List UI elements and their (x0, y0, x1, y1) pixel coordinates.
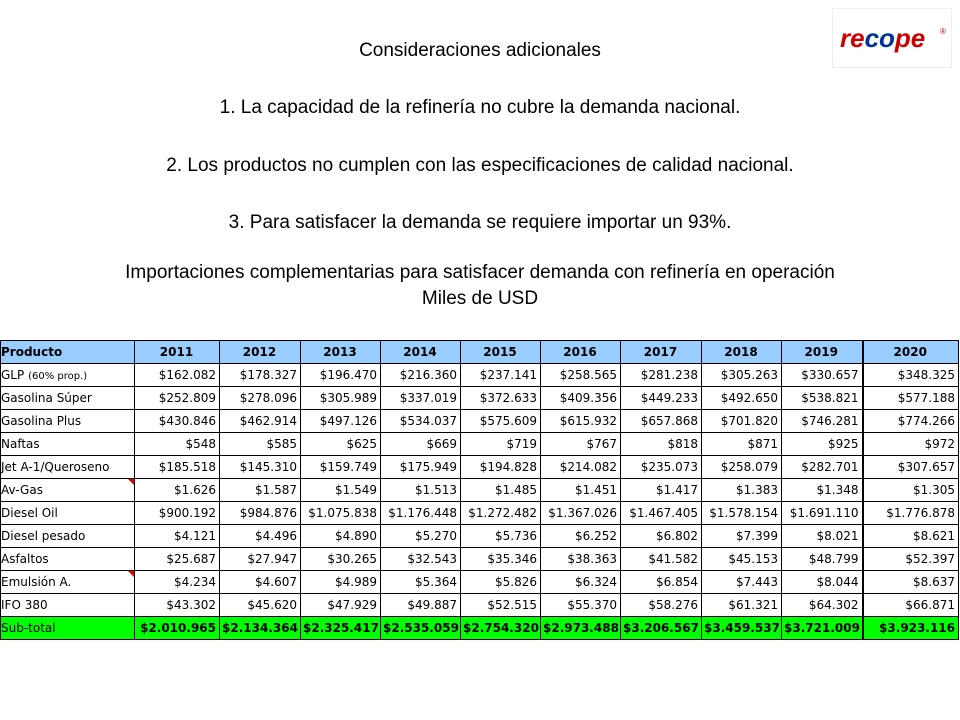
value-cell: $534.037 (381, 410, 461, 433)
value-cell: $6.802 (621, 525, 702, 548)
header-producto: Producto (1, 341, 135, 364)
value-cell: $625 (301, 433, 381, 456)
value-cell: $8.637 (863, 571, 959, 594)
value-cell: $615.932 (541, 410, 621, 433)
value-cell: $746.281 (782, 410, 863, 433)
value-cell: $194.828 (461, 456, 541, 479)
value-cell: $5.364 (381, 571, 461, 594)
value-cell: $5.736 (461, 525, 541, 548)
value-cell: $305.263 (702, 364, 782, 387)
subtitle-line-1: Importaciones complementarias para satisfacer demanda con refinería en operación (125, 262, 835, 283)
product-cell (1, 502, 135, 525)
value-cell: $41.582 (621, 548, 702, 571)
product-name: Av-Gas (1, 483, 43, 497)
value-cell: $216.360 (381, 364, 461, 387)
value-cell: $25.687 (135, 548, 220, 571)
product-name: Diesel pesado (1, 529, 86, 543)
logo-registered: ® (940, 27, 946, 36)
product-cell (1, 433, 135, 456)
value-cell: $337.019 (381, 387, 461, 410)
value-cell: $1.776.878 (863, 502, 959, 525)
value-cell: $719 (461, 433, 541, 456)
value-cell: $1.272.482 (461, 502, 541, 525)
product-name: Gasolina Plus (1, 414, 82, 428)
value-cell: $145.310 (220, 456, 301, 479)
value-cell: $657.868 (621, 410, 702, 433)
value-cell: $35.346 (461, 548, 541, 571)
value-cell: $1.451 (541, 479, 621, 502)
value-cell: $972 (863, 433, 959, 456)
product-cell (1, 594, 135, 617)
value-cell: $1.485 (461, 479, 541, 502)
product-cell (1, 364, 135, 387)
table-row (1, 525, 959, 548)
value-cell: $1.348 (782, 479, 863, 502)
subtotal-value: $2.325.417 (301, 617, 381, 640)
product-name: Emulsión A. (1, 575, 72, 589)
value-cell: $575.609 (461, 410, 541, 433)
value-cell: $52.515 (461, 594, 541, 617)
table-row (1, 548, 959, 571)
value-cell: $925 (782, 433, 863, 456)
value-cell: $66.871 (863, 594, 959, 617)
value-cell: $330.657 (782, 364, 863, 387)
value-cell: $8.044 (782, 571, 863, 594)
value-cell: $47.929 (301, 594, 381, 617)
value-cell: $4.234 (135, 571, 220, 594)
product-cell (1, 525, 135, 548)
header-year-2012: 2012 (220, 341, 301, 364)
product-cell (1, 548, 135, 571)
table-row (1, 502, 959, 525)
subtotal-value: $2.973.488 (541, 617, 621, 640)
value-cell: $871 (702, 433, 782, 456)
subtotal-value: $3.721.009 (782, 617, 863, 640)
value-cell: $585 (220, 433, 301, 456)
subtitle-units: Miles de USD (421, 288, 539, 309)
subtotal-row (1, 617, 959, 640)
subtotal-value: $2.010.965 (135, 617, 220, 640)
value-cell: $305.989 (301, 387, 381, 410)
table-body (1, 364, 959, 640)
value-cell: $5.826 (461, 571, 541, 594)
value-cell: $281.238 (621, 364, 702, 387)
value-cell: $4.989 (301, 571, 381, 594)
header-year-2015: 2015 (461, 341, 541, 364)
value-cell: $55.370 (541, 594, 621, 617)
value-cell: $409.356 (541, 387, 621, 410)
value-cell: $43.302 (135, 594, 220, 617)
value-cell: $237.141 (461, 364, 541, 387)
value-cell: $258.565 (541, 364, 621, 387)
value-cell: $49.887 (381, 594, 461, 617)
product-note: (60% prop.) (28, 371, 88, 382)
value-cell: $1.176.448 (381, 502, 461, 525)
product-cell (1, 571, 135, 594)
value-cell: $538.821 (782, 387, 863, 410)
subtotal-value: $3.923.116 (863, 617, 959, 640)
point-2: 2. Los productos no cumplen con las especificaciones de calidad nacional. (166, 155, 794, 176)
value-cell: $449.233 (621, 387, 702, 410)
value-cell: $900.192 (135, 502, 220, 525)
subtotal-value: $2.754.320 (461, 617, 541, 640)
value-cell: $58.276 (621, 594, 702, 617)
value-cell: $1.626 (135, 479, 220, 502)
subtotal-label: Sub-total (1, 617, 135, 640)
subtotal-value: $3.459.537 (702, 617, 782, 640)
value-cell: $278.096 (220, 387, 301, 410)
value-cell: $45.153 (702, 548, 782, 571)
imports-table (0, 340, 959, 640)
value-cell: $5.270 (381, 525, 461, 548)
product-name: IFO 380 (1, 598, 48, 612)
value-cell: $7.443 (702, 571, 782, 594)
table-row (1, 364, 959, 387)
value-cell: $1.578.154 (702, 502, 782, 525)
table-row (1, 456, 959, 479)
value-cell: $4.890 (301, 525, 381, 548)
value-cell: $492.650 (702, 387, 782, 410)
value-cell: $214.082 (541, 456, 621, 479)
header-year-2014: 2014 (381, 341, 461, 364)
value-cell: $6.324 (541, 571, 621, 594)
value-cell: $767 (541, 433, 621, 456)
value-cell: $282.701 (782, 456, 863, 479)
value-cell: $1.513 (381, 479, 461, 502)
value-cell: $1.691.110 (782, 502, 863, 525)
value-cell: $577.188 (863, 387, 959, 410)
subtotal-value: $3.206.567 (621, 617, 702, 640)
product-name: Diesel Oil (1, 506, 58, 520)
value-cell: $8.021 (782, 525, 863, 548)
product-name: Jet A-1/Queroseno (1, 460, 110, 474)
value-cell: $1.417 (621, 479, 702, 502)
point-1: 1. La capacidad de la refinería no cubre la demanda nacional. (219, 97, 741, 118)
header-year-2017: 2017 (621, 341, 702, 364)
value-cell: $8.621 (863, 525, 959, 548)
header-year-2011: 2011 (135, 341, 220, 364)
product-name: Asfaltos (1, 552, 49, 566)
value-cell: $462.914 (220, 410, 301, 433)
product-cell (1, 456, 135, 479)
header-year-2019: 2019 (782, 341, 863, 364)
value-cell: $497.126 (301, 410, 381, 433)
value-cell: $4.496 (220, 525, 301, 548)
header-year-2020: 2020 (863, 341, 959, 364)
value-cell: $1.383 (702, 479, 782, 502)
value-cell: $4.121 (135, 525, 220, 548)
table-row (1, 594, 959, 617)
product-cell (1, 387, 135, 410)
value-cell: $6.252 (541, 525, 621, 548)
value-cell: $4.607 (220, 571, 301, 594)
value-cell: $185.518 (135, 456, 220, 479)
value-cell: $30.265 (301, 548, 381, 571)
value-cell: $701.820 (702, 410, 782, 433)
value-cell: $48.799 (782, 548, 863, 571)
value-cell: $774.266 (863, 410, 959, 433)
value-cell: $258.079 (702, 456, 782, 479)
value-cell: $196.470 (301, 364, 381, 387)
value-cell: $1.075.838 (301, 502, 381, 525)
product-cell (1, 479, 135, 502)
value-cell: $1.367.026 (541, 502, 621, 525)
value-cell: $348.325 (863, 364, 959, 387)
logo-wordmark: recope (840, 23, 926, 53)
value-cell: $32.543 (381, 548, 461, 571)
product-cell (1, 410, 135, 433)
value-cell: $61.321 (702, 594, 782, 617)
value-cell: $162.082 (135, 364, 220, 387)
table-header-row (1, 341, 959, 364)
value-cell: $52.397 (863, 548, 959, 571)
table-row (1, 571, 959, 594)
value-cell: $159.749 (301, 456, 381, 479)
header-year-2016: 2016 (541, 341, 621, 364)
value-cell: $7.399 (702, 525, 782, 548)
header-year-2013: 2013 (301, 341, 381, 364)
product-name: Gasolina Súper (1, 391, 92, 405)
product-name: GLP (1, 368, 25, 382)
value-cell: $178.327 (220, 364, 301, 387)
value-cell: $1.549 (301, 479, 381, 502)
table-row (1, 479, 959, 502)
header-year-2018: 2018 (702, 341, 782, 364)
table-row (1, 387, 959, 410)
value-cell: $235.073 (621, 456, 702, 479)
value-cell: $252.809 (135, 387, 220, 410)
value-cell: $45.620 (220, 594, 301, 617)
value-cell: $1.467.405 (621, 502, 702, 525)
point-3: 3. Para satisfacer la demanda se requiere importar un 93%. (228, 212, 732, 233)
value-cell: $64.302 (782, 594, 863, 617)
value-cell: $27.947 (220, 548, 301, 571)
value-cell: $548 (135, 433, 220, 456)
value-cell: $307.657 (863, 456, 959, 479)
product-name: Naftas (1, 437, 40, 451)
value-cell: $38.363 (541, 548, 621, 571)
table-row (1, 433, 959, 456)
comment-indicator-icon[interactable] (128, 571, 134, 577)
value-cell: $984.876 (220, 502, 301, 525)
value-cell: $430.846 (135, 410, 220, 433)
subtotal-value: $2.535.059 (381, 617, 461, 640)
value-cell: $818 (621, 433, 702, 456)
comment-indicator-icon[interactable] (128, 479, 134, 485)
value-cell: $1.587 (220, 479, 301, 502)
value-cell: $1.305 (863, 479, 959, 502)
title: Consideraciones adicionales (359, 40, 601, 61)
value-cell: $372.633 (461, 387, 541, 410)
value-cell: $669 (381, 433, 461, 456)
value-cell: $175.949 (381, 456, 461, 479)
table-row (1, 410, 959, 433)
value-cell: $6.854 (621, 571, 702, 594)
subtotal-value: $2.134.364 (220, 617, 301, 640)
